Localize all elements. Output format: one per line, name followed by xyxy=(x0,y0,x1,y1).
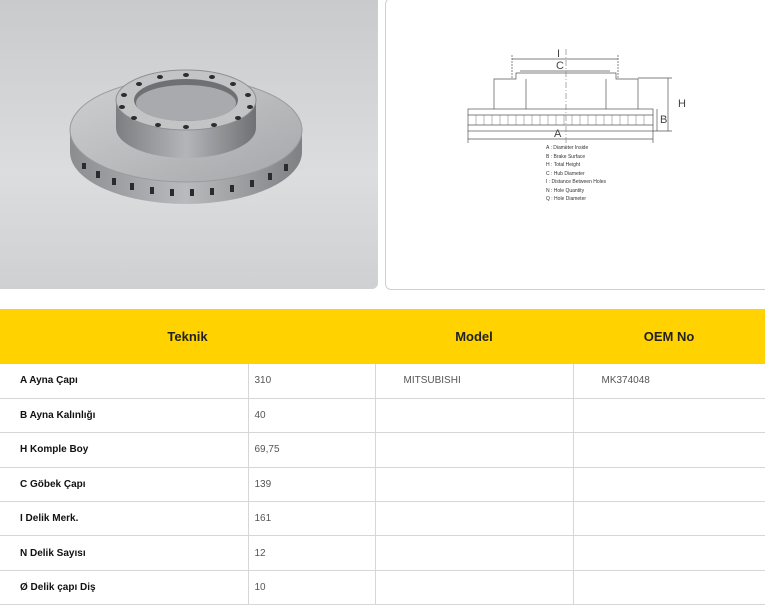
table-row xyxy=(0,502,765,536)
row-label: N Delik Sayısı xyxy=(0,536,248,570)
table-row xyxy=(0,467,765,501)
row-label: A Ayna Çapı xyxy=(0,364,248,398)
row-model xyxy=(375,502,573,536)
table-header-row xyxy=(0,309,765,364)
row-oem xyxy=(573,433,765,467)
table-row xyxy=(0,433,765,467)
row-value: 161 xyxy=(248,502,375,536)
technical-drawing[interactable] xyxy=(385,0,765,290)
label-i: I xyxy=(557,48,561,60)
row-model: MITSUBISHI xyxy=(375,364,573,398)
row-label: B Ayna Kalınlığı xyxy=(0,398,248,432)
header-model: Model xyxy=(455,329,493,344)
row-oem: MK374048 xyxy=(573,364,765,398)
row-model xyxy=(375,536,573,570)
row-model xyxy=(375,398,573,432)
brake-disc-image xyxy=(0,0,378,289)
row-value: 310 xyxy=(248,364,375,398)
row-value: 69,75 xyxy=(248,433,375,467)
label-c: C xyxy=(556,60,564,72)
row-value: 139 xyxy=(248,467,375,501)
row-value: 10 xyxy=(248,570,375,604)
legend-item: C : Hub Diameter xyxy=(546,170,585,177)
row-oem xyxy=(573,570,765,604)
spec-table xyxy=(0,309,765,605)
legend-item: B : Brake Surface xyxy=(546,153,586,160)
row-model xyxy=(375,570,573,604)
table-row xyxy=(0,536,765,570)
row-oem xyxy=(573,502,765,536)
row-model xyxy=(375,467,573,501)
product-photo[interactable] xyxy=(0,0,378,289)
row-label: C Göbek Çapı xyxy=(0,467,248,501)
legend-item: H : Total Height xyxy=(546,162,581,168)
table-row xyxy=(0,570,765,604)
drawing-legend xyxy=(546,144,606,204)
legend-item: Q : Hole Diameter xyxy=(546,196,587,202)
row-label: H Komple Boy xyxy=(0,433,248,467)
table-row xyxy=(0,398,765,432)
row-value: 12 xyxy=(248,536,375,570)
legend-item: N : Hole Quantity xyxy=(546,187,585,194)
row-oem xyxy=(573,467,765,501)
label-b: B xyxy=(660,114,668,126)
row-oem xyxy=(573,398,765,432)
row-oem xyxy=(573,536,765,570)
legend-item: A : Diameter Inside xyxy=(546,145,589,151)
legend-item: I : Distance Between Holes xyxy=(546,179,607,185)
label-h: H xyxy=(678,98,686,110)
table-row xyxy=(0,364,765,398)
header-oem: OEM No xyxy=(643,329,695,344)
row-label: Ø Delik çapı Diş xyxy=(0,570,248,604)
row-model xyxy=(375,433,573,467)
label-a: A xyxy=(554,128,562,140)
row-label: I Delik Merk. xyxy=(0,502,248,536)
row-value: 40 xyxy=(248,398,375,432)
header-teknik: Teknik xyxy=(167,329,208,344)
